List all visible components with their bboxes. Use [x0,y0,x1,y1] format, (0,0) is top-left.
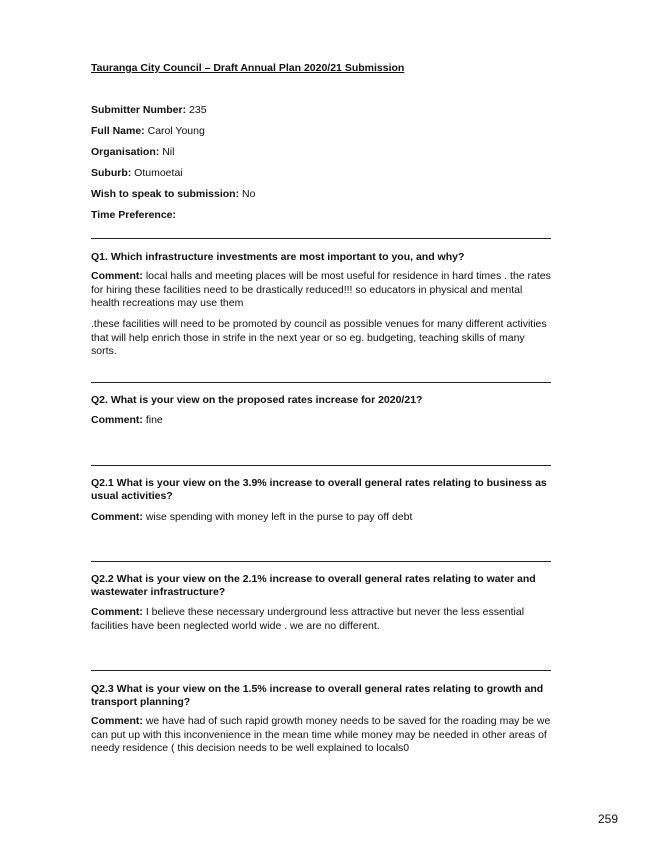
comment-q1-continued: .these facilities will need to be promoted by council as possible venues for many different activities that will help enrich those in strife in the next year or so eg. budgeting, teaching skills of many sorts. [91,318,547,357]
comment-q2-3 [91,715,553,756]
full-name-field [91,125,205,137]
submitter-number-field [91,104,207,116]
question-q1: Q1. Which infrastructure investments are most important to you, and why? [91,251,465,263]
comment-q2-1 [91,511,553,525]
question-q2-2: Q2.2 What is your view on the 2.1% increase to overall general rates relating to water and wastewater infrastructure? [91,573,536,598]
field-value: 235 [189,104,207,116]
field-label: Time Preference: [91,209,177,221]
comment-text: local halls and meeting places will be most useful for residence in hard times . the rates for hiring these facilities need to be drastically reduced!!! so educators in physical and mental health recreations may use them [91,270,551,309]
comment-q2-2 [91,606,553,633]
section-divider [91,561,551,562]
section-divider [91,670,551,671]
comment-q1 [91,270,553,311]
comment-label: Comment: [91,606,143,618]
comment-text: I believe these necessary underground less attractive but never the less essential facilities have been neglected world wide . we are no different. [91,606,525,632]
comment-q2 [91,414,553,428]
organisation-field [91,146,174,158]
field-label: Submitter Number: [91,104,187,116]
field-value: Nil [162,146,175,158]
comment-label: Comment: [91,511,143,523]
field-label: Organisation: [91,146,160,158]
page-number: 259 [598,812,619,826]
comment-label: Comment: [91,270,143,282]
field-value: No [242,188,256,200]
field-value: Carol Young [147,125,205,137]
comment-text: fine [145,414,163,426]
comment-label: Comment: [91,414,143,426]
document-title: Tauranga City Council – Draft Annual Plan 2020/21 Submission [91,62,405,74]
section-divider [91,238,551,239]
section-divider [91,382,551,383]
field-label: Full Name: [91,125,145,137]
question-q2: Q2. What is your view on the proposed rates increase for 2020/21? [91,394,423,406]
comment-text: we have had of such rapid growth money needs to be saved for the roading may be we can put up with this inconvenience in the mean time while money may be needed in other areas of needy residence ( this decision needs to be well explained to locals0 [91,715,551,754]
field-value: Otumoetai [134,167,183,179]
section-divider [91,465,551,466]
suburb-field [91,167,183,179]
comment-label: Comment: [91,715,143,727]
question-q2-1: Q2.1 What is your view on the 3.9% increase to overall general rates relating to business as usual activities? [91,477,547,502]
field-label: Suburb: [91,167,132,179]
question-q2-3: Q2.3 What is your view on the 1.5% increase to overall general rates relating to growth and transport planning? [91,683,544,708]
time-preference-field [91,209,176,221]
field-label: Wish to speak to submission: [91,188,240,200]
comment-text: wise spending with money left in the purse to pay off debt [145,511,413,523]
speak-field [91,188,255,200]
